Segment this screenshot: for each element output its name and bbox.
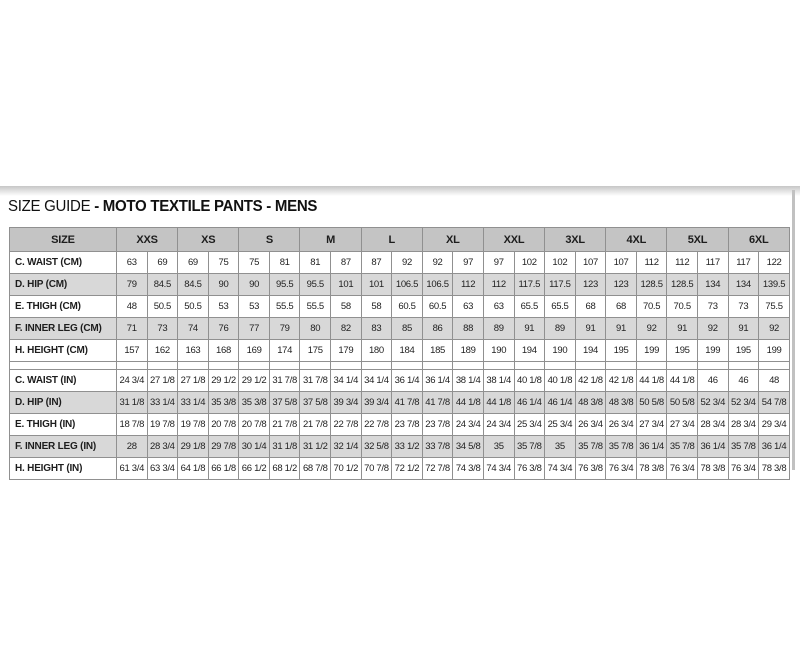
size-value-cell: 88 [453,318,484,340]
size-value-cell: 22 7/8 [361,414,392,436]
size-value-cell: 35 7/8 [606,436,637,458]
size-value-cell: 63 [483,296,514,318]
size-value-cell: 37 5/8 [269,392,300,414]
size-value-cell: 21 7/8 [269,414,300,436]
size-header-xxs: XXS [117,228,178,252]
spacer-cell [483,362,514,370]
size-value-cell: 76 3/8 [514,458,545,480]
size-value-cell: 48 3/8 [606,392,637,414]
spacer-cell [422,362,453,370]
size-header-l: L [361,228,422,252]
size-value-cell: 36 1/4 [697,436,728,458]
size-value-cell: 33 7/8 [422,436,453,458]
size-value-cell: 35 7/8 [667,436,698,458]
size-value-cell: 25 3/4 [514,414,545,436]
size-value-cell: 76 3/8 [575,458,606,480]
size-value-cell: 78 3/8 [697,458,728,480]
size-value-cell: 68 7/8 [300,458,331,480]
spacer-cell [636,362,667,370]
size-value-cell: 74 3/4 [545,458,576,480]
size-value-cell: 66 1/2 [239,458,270,480]
spacer-cell [728,362,759,370]
size-value-cell: 87 [331,252,362,274]
size-value-cell: 92 [636,318,667,340]
spacer-cell [178,362,209,370]
spacer-cell [759,362,790,370]
table-row [10,296,790,318]
size-value-cell: 33 1/4 [178,392,209,414]
size-value-cell: 76 3/4 [606,458,637,480]
size-value-cell: 39 3/4 [331,392,362,414]
size-value-cell: 40 1/8 [545,370,576,392]
size-value-cell: 20 7/8 [208,414,239,436]
top-shadow [0,186,800,196]
size-value-cell: 69 [178,252,209,274]
size-value-cell: 41 7/8 [392,392,423,414]
spacer-row [10,362,790,370]
size-value-cell: 112 [483,274,514,296]
size-value-cell: 31 1/8 [269,436,300,458]
size-value-cell: 117 [728,252,759,274]
size-value-cell: 36 1/4 [636,436,667,458]
size-value-cell: 37 5/8 [300,392,331,414]
size-value-cell: 76 3/4 [667,458,698,480]
size-value-cell: 29 3/4 [759,414,790,436]
size-value-cell: 117.5 [514,274,545,296]
size-value-cell: 92 [392,252,423,274]
size-value-cell: 76 [208,318,239,340]
size-value-cell: 38 1/4 [483,370,514,392]
size-value-cell: 48 3/8 [575,392,606,414]
size-value-cell: 40 1/8 [514,370,545,392]
spacer-cell [545,362,576,370]
size-value-cell: 163 [178,340,209,362]
spacer-cell [331,362,362,370]
size-value-cell: 79 [117,274,148,296]
size-value-cell: 38 1/4 [453,370,484,392]
size-value-cell: 29 7/8 [208,436,239,458]
size-value-cell: 30 1/4 [239,436,270,458]
size-value-cell: 68 [606,296,637,318]
size-value-cell: 35 3/8 [239,392,270,414]
size-value-cell: 79 [269,318,300,340]
size-value-cell: 64 1/8 [178,458,209,480]
size-value-cell: 92 [759,318,790,340]
size-value-cell: 90 [239,274,270,296]
size-value-cell: 107 [606,252,637,274]
size-value-cell: 82 [331,318,362,340]
size-value-cell: 42 1/8 [575,370,606,392]
size-value-cell: 70.5 [667,296,698,318]
row-label: H. HEIGHT (IN) [10,458,117,480]
row-label: C. WAIST (CM) [10,252,117,274]
size-value-cell: 21 7/8 [300,414,331,436]
row-label: D. HIP (CM) [10,274,117,296]
size-value-cell: 58 [361,296,392,318]
size-value-cell: 42 1/8 [606,370,637,392]
size-value-cell: 60.5 [422,296,453,318]
size-value-cell: 92 [422,252,453,274]
table-row [10,392,790,414]
size-value-cell: 175 [300,340,331,362]
size-value-cell: 97 [453,252,484,274]
size-value-cell: 195 [728,340,759,362]
size-value-cell: 101 [361,274,392,296]
spacer-cell [514,362,545,370]
size-value-cell: 19 7/8 [147,414,178,436]
size-value-cell: 74 [178,318,209,340]
size-value-cell: 91 [667,318,698,340]
size-value-cell: 44 1/8 [667,370,698,392]
size-header-4xl: 4XL [606,228,667,252]
size-value-cell: 25 3/4 [545,414,576,436]
size-value-cell: 92 [697,318,728,340]
table-row [10,274,790,296]
size-value-cell: 107 [575,252,606,274]
size-value-cell: 52 3/4 [697,392,728,414]
size-value-cell: 73 [147,318,178,340]
size-value-cell: 44 1/8 [453,392,484,414]
size-header-xxl: XXL [483,228,544,252]
size-value-cell: 35 7/8 [728,436,759,458]
size-value-cell: 189 [453,340,484,362]
size-value-cell: 28 [117,436,148,458]
size-value-cell: 102 [545,252,576,274]
size-value-cell: 97 [483,252,514,274]
row-label: F. INNER LEG (CM) [10,318,117,340]
size-header-6xl: 6XL [728,228,789,252]
size-value-cell: 48 [759,370,790,392]
size-value-cell: 34 5/8 [453,436,484,458]
size-value-cell: 106.5 [422,274,453,296]
size-chart-table [9,227,790,480]
size-value-cell: 123 [575,274,606,296]
size-value-cell: 27 3/4 [667,414,698,436]
size-value-cell: 83 [361,318,392,340]
size-value-cell: 46 1/4 [514,392,545,414]
size-value-cell: 89 [483,318,514,340]
size-value-cell: 81 [300,252,331,274]
size-value-cell: 95.5 [269,274,300,296]
size-value-cell: 50 5/8 [667,392,698,414]
spacer-cell [575,362,606,370]
size-header-m: M [300,228,361,252]
spacer-cell [208,362,239,370]
table-row [10,318,790,340]
size-value-cell: 86 [422,318,453,340]
size-value-cell: 91 [575,318,606,340]
size-value-cell: 29 1/8 [178,436,209,458]
size-value-cell: 68 1/2 [269,458,300,480]
spacer-cell [117,362,148,370]
size-value-cell: 139.5 [759,274,790,296]
size-value-cell: 33 1/4 [147,392,178,414]
size-value-cell: 36 1/4 [759,436,790,458]
spacer-cell [361,362,392,370]
size-value-cell: 199 [759,340,790,362]
size-value-cell: 112 [667,252,698,274]
size-header-row [10,228,790,252]
size-value-cell: 18 7/8 [117,414,148,436]
size-value-cell: 31 7/8 [300,370,331,392]
size-value-cell: 194 [514,340,545,362]
size-value-cell: 50 5/8 [636,392,667,414]
size-header-3xl: 3XL [545,228,606,252]
size-value-cell: 70.5 [636,296,667,318]
size-value-cell: 44 1/8 [636,370,667,392]
size-value-cell: 73 [697,296,728,318]
spacer-cell [10,362,117,370]
size-value-cell: 169 [239,340,270,362]
size-value-cell: 185 [422,340,453,362]
size-value-cell: 26 3/4 [606,414,637,436]
size-value-cell: 91 [606,318,637,340]
size-value-cell: 81 [269,252,300,274]
size-value-cell: 102 [514,252,545,274]
size-value-cell: 78 3/8 [759,458,790,480]
spacer-cell [300,362,331,370]
spacer-cell [269,362,300,370]
size-value-cell: 29 1/2 [239,370,270,392]
size-value-cell: 36 1/4 [422,370,453,392]
size-value-cell: 35 [545,436,576,458]
size-value-cell: 78 3/8 [636,458,667,480]
size-value-cell: 174 [269,340,300,362]
size-value-cell: 123 [606,274,637,296]
size-value-cell: 72 1/2 [392,458,423,480]
size-value-cell: 66 1/8 [208,458,239,480]
size-value-cell: 80 [300,318,331,340]
size-value-cell: 179 [331,340,362,362]
size-value-cell: 35 7/8 [514,436,545,458]
size-value-cell: 19 7/8 [178,414,209,436]
size-value-cell: 70 7/8 [361,458,392,480]
size-value-cell: 24 3/4 [483,414,514,436]
size-value-cell: 69 [147,252,178,274]
size-value-cell: 168 [208,340,239,362]
scrollbar-track[interactable] [792,190,795,470]
size-value-cell: 71 [117,318,148,340]
size-value-cell: 31 1/2 [300,436,331,458]
size-value-cell: 89 [545,318,576,340]
row-label: E. THIGH (CM) [10,296,117,318]
size-value-cell: 20 7/8 [239,414,270,436]
size-value-cell: 90 [208,274,239,296]
spacer-cell [697,362,728,370]
size-value-cell: 195 [667,340,698,362]
size-value-cell: 48 [117,296,148,318]
spacer-cell [667,362,698,370]
row-label: C. WAIST (IN) [10,370,117,392]
size-value-cell: 27 1/8 [178,370,209,392]
size-value-cell: 157 [117,340,148,362]
size-value-cell: 27 3/4 [636,414,667,436]
size-value-cell: 65.5 [545,296,576,318]
row-label: F. INNER LEG (IN) [10,436,117,458]
size-value-cell: 54 7/8 [759,392,790,414]
size-value-cell: 26 3/4 [575,414,606,436]
size-value-cell: 28 3/4 [147,436,178,458]
size-value-cell: 199 [636,340,667,362]
size-chart-container [9,227,790,480]
size-value-cell: 39 3/4 [361,392,392,414]
size-value-cell: 190 [545,340,576,362]
size-value-cell: 73 [728,296,759,318]
size-value-cell: 22 7/8 [331,414,362,436]
size-value-cell: 34 1/4 [361,370,392,392]
size-value-cell: 199 [697,340,728,362]
size-value-cell: 35 3/8 [208,392,239,414]
size-value-cell: 184 [392,340,423,362]
table-row [10,370,790,392]
size-value-cell: 162 [147,340,178,362]
spacer-cell [606,362,637,370]
size-value-cell: 75.5 [759,296,790,318]
size-value-cell: 128.5 [636,274,667,296]
size-value-cell: 28 3/4 [728,414,759,436]
size-value-cell: 41 7/8 [422,392,453,414]
size-value-cell: 31 7/8 [269,370,300,392]
row-label: H. HEIGHT (CM) [10,340,117,362]
table-row [10,340,790,362]
size-value-cell: 85 [392,318,423,340]
size-header-5xl: 5XL [667,228,728,252]
size-value-cell: 34 1/4 [331,370,362,392]
spacer-cell [453,362,484,370]
size-value-cell: 190 [483,340,514,362]
size-value-cell: 122 [759,252,790,274]
size-value-cell: 46 1/4 [545,392,576,414]
size-value-cell: 60.5 [392,296,423,318]
size-value-cell: 128.5 [667,274,698,296]
size-value-cell: 53 [239,296,270,318]
size-value-cell: 50.5 [147,296,178,318]
size-value-cell: 75 [239,252,270,274]
size-value-cell: 32 1/4 [331,436,362,458]
size-value-cell: 63 [117,252,148,274]
size-value-cell: 87 [361,252,392,274]
size-value-cell: 72 7/8 [422,458,453,480]
size-value-cell: 91 [514,318,545,340]
size-value-cell: 23 7/8 [422,414,453,436]
size-value-cell: 75 [208,252,239,274]
table-row [10,458,790,480]
size-value-cell: 134 [728,274,759,296]
size-value-cell: 106.5 [392,274,423,296]
size-value-cell: 117.5 [545,274,576,296]
size-value-cell: 134 [697,274,728,296]
size-value-cell: 74 3/8 [453,458,484,480]
size-value-cell: 35 7/8 [575,436,606,458]
size-value-cell: 24 3/4 [453,414,484,436]
size-value-cell: 61 3/4 [117,458,148,480]
size-value-cell: 63 3/4 [147,458,178,480]
size-value-cell: 180 [361,340,392,362]
size-value-cell: 112 [636,252,667,274]
size-value-cell: 84.5 [178,274,209,296]
size-value-cell: 194 [575,340,606,362]
size-value-cell: 55.5 [300,296,331,318]
size-value-cell: 63 [453,296,484,318]
spacer-cell [147,362,178,370]
size-value-cell: 52 3/4 [728,392,759,414]
size-value-cell: 65.5 [514,296,545,318]
size-guide-title [8,198,317,216]
size-value-cell: 31 1/8 [117,392,148,414]
size-value-cell: 76 3/4 [728,458,759,480]
size-value-cell: 117 [697,252,728,274]
size-header-xs: XS [178,228,239,252]
size-value-cell: 70 1/2 [331,458,362,480]
size-header-xl: XL [422,228,483,252]
size-value-cell: 33 1/2 [392,436,423,458]
table-row [10,436,790,458]
table-row [10,252,790,274]
size-value-cell: 46 [697,370,728,392]
size-value-cell: 84.5 [147,274,178,296]
size-value-cell: 46 [728,370,759,392]
size-value-cell: 112 [453,274,484,296]
size-value-cell: 58 [331,296,362,318]
size-value-cell: 74 3/4 [483,458,514,480]
size-value-cell: 101 [331,274,362,296]
spacer-cell [239,362,270,370]
size-value-cell: 91 [728,318,759,340]
title-product: - MOTO TEXTILE PANTS - MENS [94,198,318,215]
size-column-header: SIZE [10,228,117,252]
table-row [10,414,790,436]
size-value-cell: 77 [239,318,270,340]
row-label: E. THIGH (IN) [10,414,117,436]
size-value-cell: 195 [606,340,637,362]
size-value-cell: 28 3/4 [697,414,728,436]
size-value-cell: 50.5 [178,296,209,318]
size-value-cell: 36 1/4 [392,370,423,392]
size-value-cell: 55.5 [269,296,300,318]
size-value-cell: 95.5 [300,274,331,296]
size-value-cell: 44 1/8 [483,392,514,414]
size-header-s: S [239,228,300,252]
size-value-cell: 32 5/8 [361,436,392,458]
size-value-cell: 23 7/8 [392,414,423,436]
row-label: D. HIP (IN) [10,392,117,414]
size-value-cell: 35 [483,436,514,458]
spacer-cell [392,362,423,370]
size-value-cell: 27 1/8 [147,370,178,392]
size-value-cell: 29 1/2 [208,370,239,392]
size-value-cell: 24 3/4 [117,370,148,392]
title-prefix: SIZE GUIDE [8,198,95,215]
size-value-cell: 68 [575,296,606,318]
size-value-cell: 53 [208,296,239,318]
